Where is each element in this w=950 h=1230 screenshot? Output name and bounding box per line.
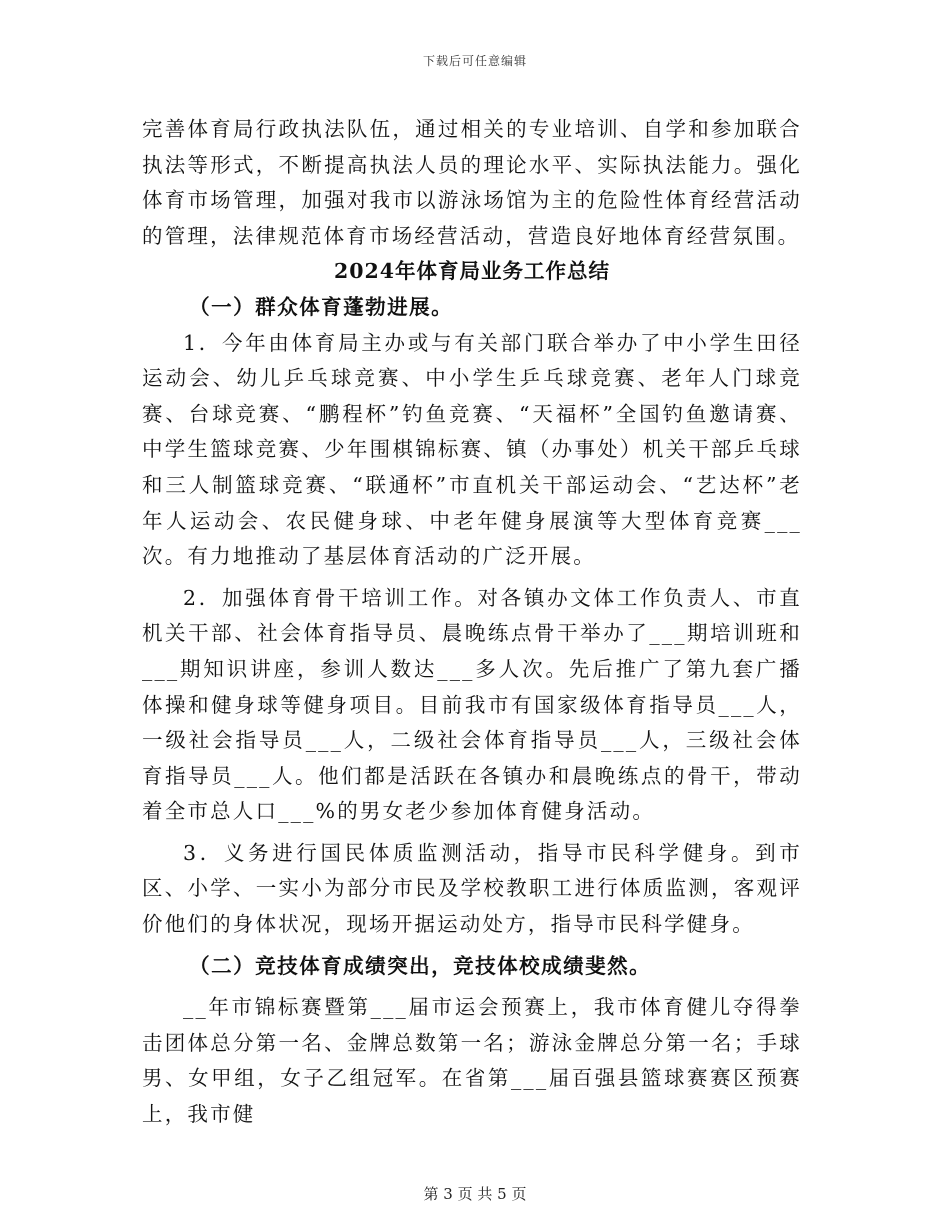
document-body <box>142 112 802 1133</box>
page-footer: 第 3 页 共 5 页 <box>423 1185 527 1203</box>
paragraph-1-1: 1．今年由体育局主办或与有关部门联合举办了中小学生田径运动会、幼儿乒乓球竞赛、中小学生乒乓球竞赛、老年人门球竞赛、台球竞赛、“鹏程杯”钓鱼竞赛、“天福杯”全国钓鱼邀请赛、中学生篮球竞赛、少年围棋锦标赛、镇（办事处）机关干部乒乓球和三人制篮球竞赛、“联通杯”市直机关干部运动会、“艺达杯”老年人运动会、农民健身球、中老年健身展演等大型体育竞赛___次。有力地推动了基层体育活动的广泛开展。 <box>142 330 802 569</box>
page-header: 下载后可任意编辑 <box>422 54 527 68</box>
paragraph-2-1: __年市锦标赛暨第___届市运会预赛上，我市体育健儿夺得拳击团体总分第一名、金牌总数第一名；游泳金牌总分第一名；手球男、女甲组，女子乙组冠军。在省第___届百强县篮球赛赛区预赛上，我市健 <box>142 995 802 1127</box>
intro-paragraph: 完善体育局行政执法队伍，通过相关的专业培训、自学和参加联合执法等形式，不断提高执法人员的理论水平、实际执法能力。强化体育市场管理，加强对我市以游泳场馆为主的危险性体育经营活动的管理，法律规范体育市场经营活动，营造良好地体育经营氛围。 <box>142 117 802 248</box>
paragraph-1-3: 3．义务进行国民体质监测活动，指导市民科学健身。到市区、小学、一实小为部分市民及学校教职工进行体质监测，客观评价他们的身体状况，现场开据运动处方，指导市民科学健身。 <box>142 840 802 937</box>
paragraph-1-2: 2．加强体育骨干培训工作。对各镇办文体工作负责人、市直机关干部、社会体育指导员、晨晚练点骨干举办了___期培训班和___期知识讲座，参训人数达___多人次。先后推广了第九套广播体操和健身球等健身项目。目前我市有国家级体育指导员___人，一级社会指导员___人，二级社会体育指导员___人，三级社会体育指导员___人。他们都是活跃在各镇办和晨晚练点的骨干，带动着全市总人口___%的男女老少参加体育健身活动。 <box>142 585 802 824</box>
section-heading-1: （一）群众体育蓬勃进展。 <box>189 294 454 319</box>
section-heading-2: （二）竞技体育成绩突出，竞技体校成绩斐然。 <box>189 953 652 978</box>
document-title: 2024年体育局业务工作总结 <box>333 259 611 284</box>
